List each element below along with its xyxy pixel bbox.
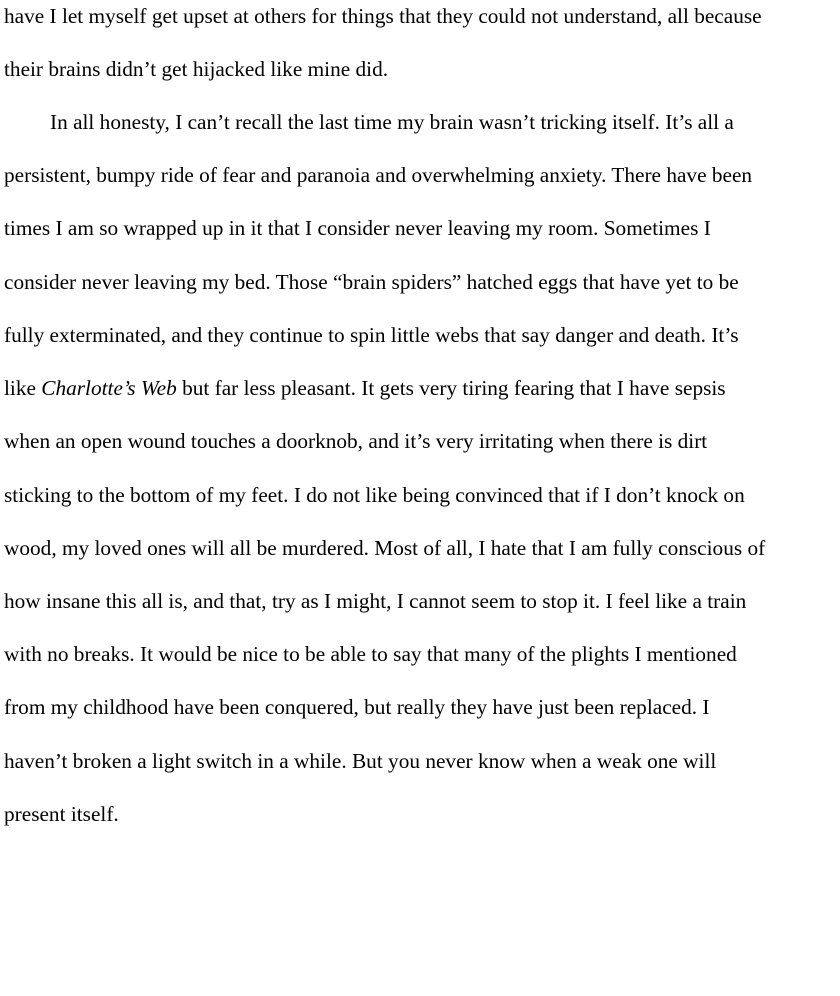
text-line: fully exterminated, and they continue to spin little webs that say danger and death. It’s — [4, 323, 739, 347]
text-line: present itself. — [4, 802, 119, 826]
text-line: from my childhood have been conquered, but really they have just been replaced. I — [4, 695, 710, 719]
text-segment: like — [4, 376, 42, 400]
paragraph-start-line: In all honesty, I can’t recall the last time my brain wasn’t tricking itself. It’s all a — [50, 110, 734, 134]
text-line: times I am so wrapped up in it that I consider never leaving my room. Sometimes I — [4, 216, 711, 240]
text-line: when an open wound touches a doorknob, and it’s very irritating when there is dirt — [4, 429, 708, 453]
text-line: haven’t broken a light switch in a while. But you never know when a weak one will — [4, 749, 717, 773]
text-line: persistent, bumpy ride of fear and paranoia and overwhelming anxiety. There have been — [4, 163, 753, 187]
text-line: sticking to the bottom of my feet. I do not like being convinced that if I don’t knock on — [4, 483, 745, 507]
text-line: consider never leaving my bed. Those “brain spiders” hatched eggs that have yet to be — [4, 270, 739, 294]
text-line: have I let myself get upset at others for things that they could not understand, all because — [4, 4, 762, 28]
book-title: Charlotte’s Web — [41, 376, 177, 400]
text-line: wood, my loved ones will all be murdered. Most of all, I hate that I am fully conscious of — [4, 536, 766, 560]
text-line: their brains didn’t get hijacked like mine did. — [4, 57, 389, 81]
text-line — [4, 372, 726, 404]
text-line: how insane this all is, and that, try as I might, I cannot seem to stop it. I feel like a train — [4, 589, 747, 613]
text-line: with no breaks. It would be nice to be able to say that many of the plights I mentioned — [4, 642, 737, 666]
text-segment: but far less pleasant. It gets very tiring fearing that I have sepsis — [176, 376, 726, 400]
